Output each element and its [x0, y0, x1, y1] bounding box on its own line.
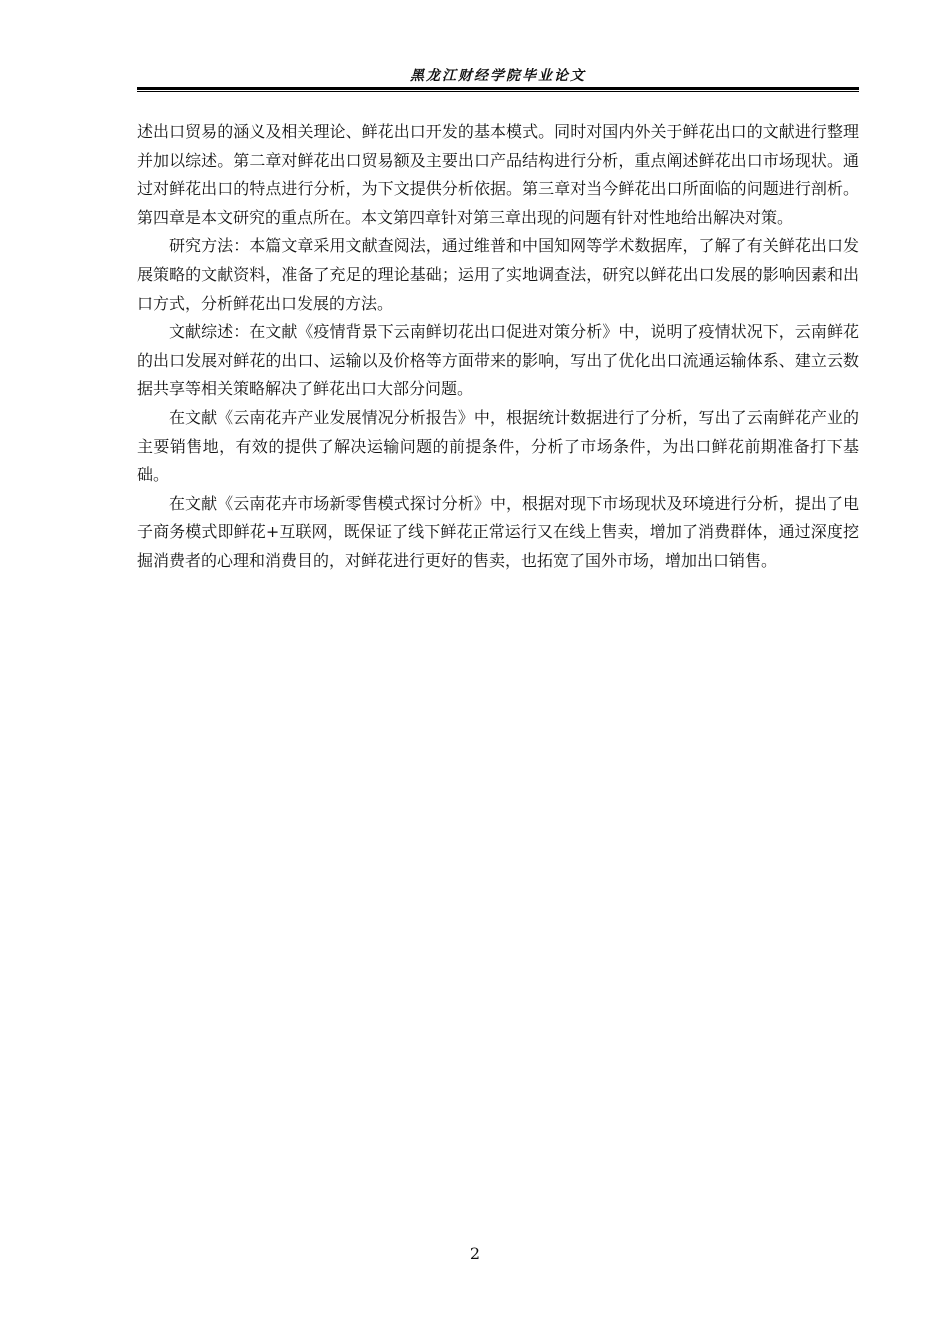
paragraph-literature-review: 文献综述：在文献《疫情背景下云南鲜切花出口促进对策分析》中，说明了疫情状况下，云南鲜花的出口发展对鲜花的出口、运输以及价格等方面带来的影响，写出了优化出口流通运输体系、建立云数据共享等相关策略解决了鲜花出口大部分问题。	[137, 322, 859, 399]
page-number: 2	[469, 1244, 481, 1263]
paragraph-literature-retail: 在文献《云南花卉市场新零售模式探讨分析》中，根据对现下市场现状及环境进行分析，提出了电子商务模式即鲜花+互联网，既保证了线下鲜花正常运行又在线上售卖，增加了消费群体，通过深度挖掘消费者的心理和消费目的，对鲜花进行更好的售卖，也拓宽了国外市场，增加出口销售。	[137, 493, 859, 570]
paragraph-literature-report: 在文献《云南花卉产业发展情况分析报告》中，根据统计数据进行了分析，写出了云南鲜花产业的主要销售地，有效的提供了解决运输问题的前提条件，分析了市场条件，为出口鲜花前期准备打下基础。	[137, 407, 859, 485]
header-rule-thin	[137, 91, 859, 92]
page-header-title: 黑龙江财经学院毕业论文	[410, 68, 586, 84]
paragraph-research-methods: 研究方法：本篇文章采用文献查阅法，通过维普和中国知网等学术数据库，了解了有关鲜花出口发展策略的文献资料，准备了充足的理论基础；运用了实地调查法，研究以鲜花出口发展的影响因素和出口方式，分析鲜花出口发展的方法。	[137, 236, 859, 313]
body-text	[137, 118, 859, 576]
header-rule-thick	[137, 87, 859, 90]
paragraph-continued: 述出口贸易的涵义及相关理论、鲜花出口开发的基本模式。同时对国内外关于鲜花出口的文献进行整理并加以综述。第二章对鲜花出口贸易额及主要出口产品结构进行分析，重点阐述鲜花出口市场现状。通过对鲜花出口的特点进行分析，为下文提供分析依据。第三章对当今鲜花出口所面临的问题进行剖析。第四章是本文研究的重点所在。本文第四章针对第三章出现的问题有针对性地给出解决对策。	[137, 122, 859, 227]
